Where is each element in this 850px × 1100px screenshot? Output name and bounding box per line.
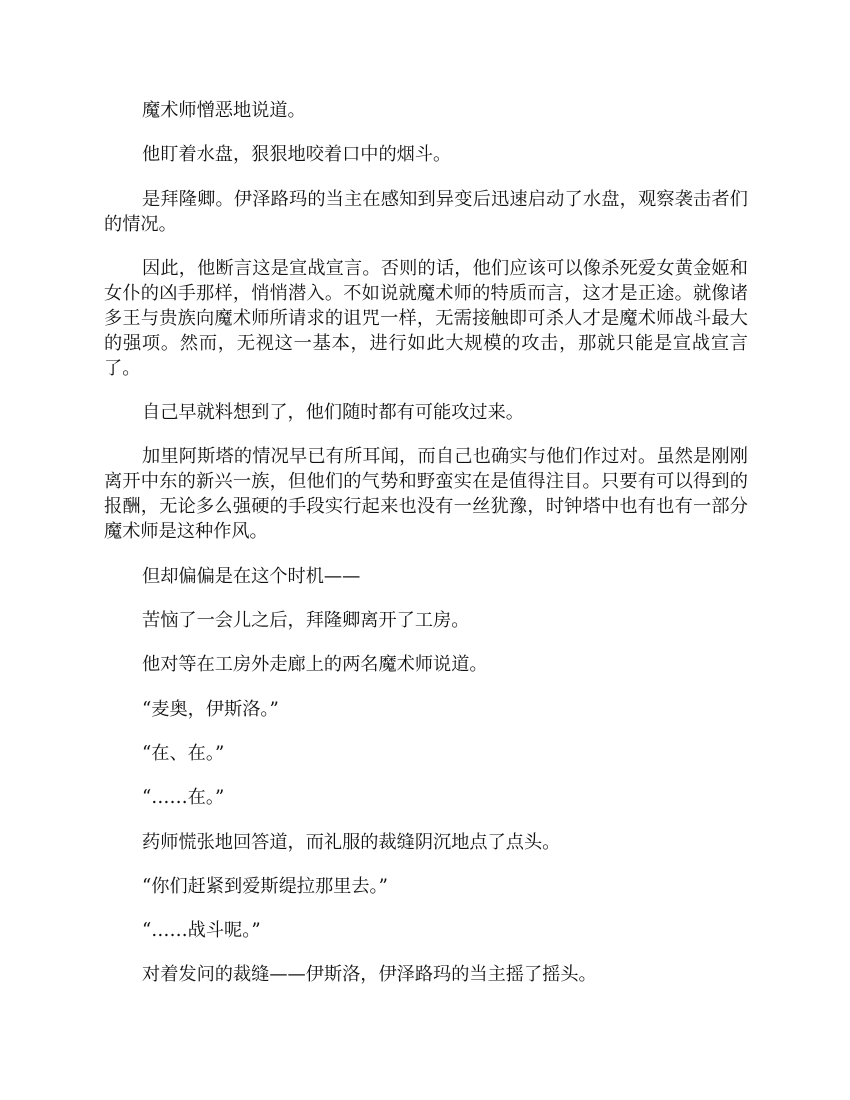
paragraph: 是拜隆卿。伊泽路玛的当主在感知到异变后迅速启动了水盘，观察袭击者们的情况。 <box>104 188 748 235</box>
paragraph: 但却偏偏是在这个时机—— <box>142 565 361 587</box>
dialogue-line: “……在。” <box>142 787 225 809</box>
paragraph: 自己早就料想到了，他们随时都有可能攻过来。 <box>142 402 524 424</box>
paragraph: 药师慌张地回答道，而礼服的裁缝阴沉地点了点头。 <box>142 831 561 853</box>
paragraph: 加里阿斯塔的情况早已有所耳闻，而自己也确实与他们作过对。虽然是刚刚离开中东的新兴一族，但他们的气势和野蛮实在是值得注目。只要有可以得到的报酬，无论多么强硬的手段实行起来也没有一丝犹豫，时钟塔中也有也有一部分魔术师是这种作风。 <box>104 446 748 543</box>
paragraph: 因此，他断言这是宣战宣言。否则的话，他们应该可以像杀死爱女黄金姬和女仆的凶手那样，悄悄潜入。不如说就魔术师的特质而言，这才是正途。就像诸多王与贵族向魔术师所请求的诅咒一样，无需接触即可杀人才是魔术师战斗最大的强项。然而，无视这一基本，进行如此大规模的攻击，那就只能是宣战宣言了。 <box>104 257 748 379</box>
body-text <box>104 98 748 1007</box>
paragraph: 魔术师憎恶地说道。 <box>142 100 306 121</box>
dialogue-line: “你们赶紧到爱斯缇拉那里去。” <box>142 875 388 897</box>
dialogue-line: “……战斗呢。” <box>142 920 261 942</box>
paragraph: 对着发问的裁缝——伊斯洛，伊泽路玛的当主摇了摇头。 <box>142 964 597 986</box>
paragraph: 苦恼了一会儿之后，拜隆卿离开了工房。 <box>142 610 470 632</box>
paragraph: 他对等在工房外走廊上的两名魔术师说道。 <box>142 654 488 676</box>
dialogue-line: “在、在。” <box>142 742 225 764</box>
dialogue-line: “麦奥，伊斯洛。” <box>142 698 279 720</box>
paragraph: 他盯着水盘，狠狠地咬着口中的烟斗。 <box>142 144 452 166</box>
